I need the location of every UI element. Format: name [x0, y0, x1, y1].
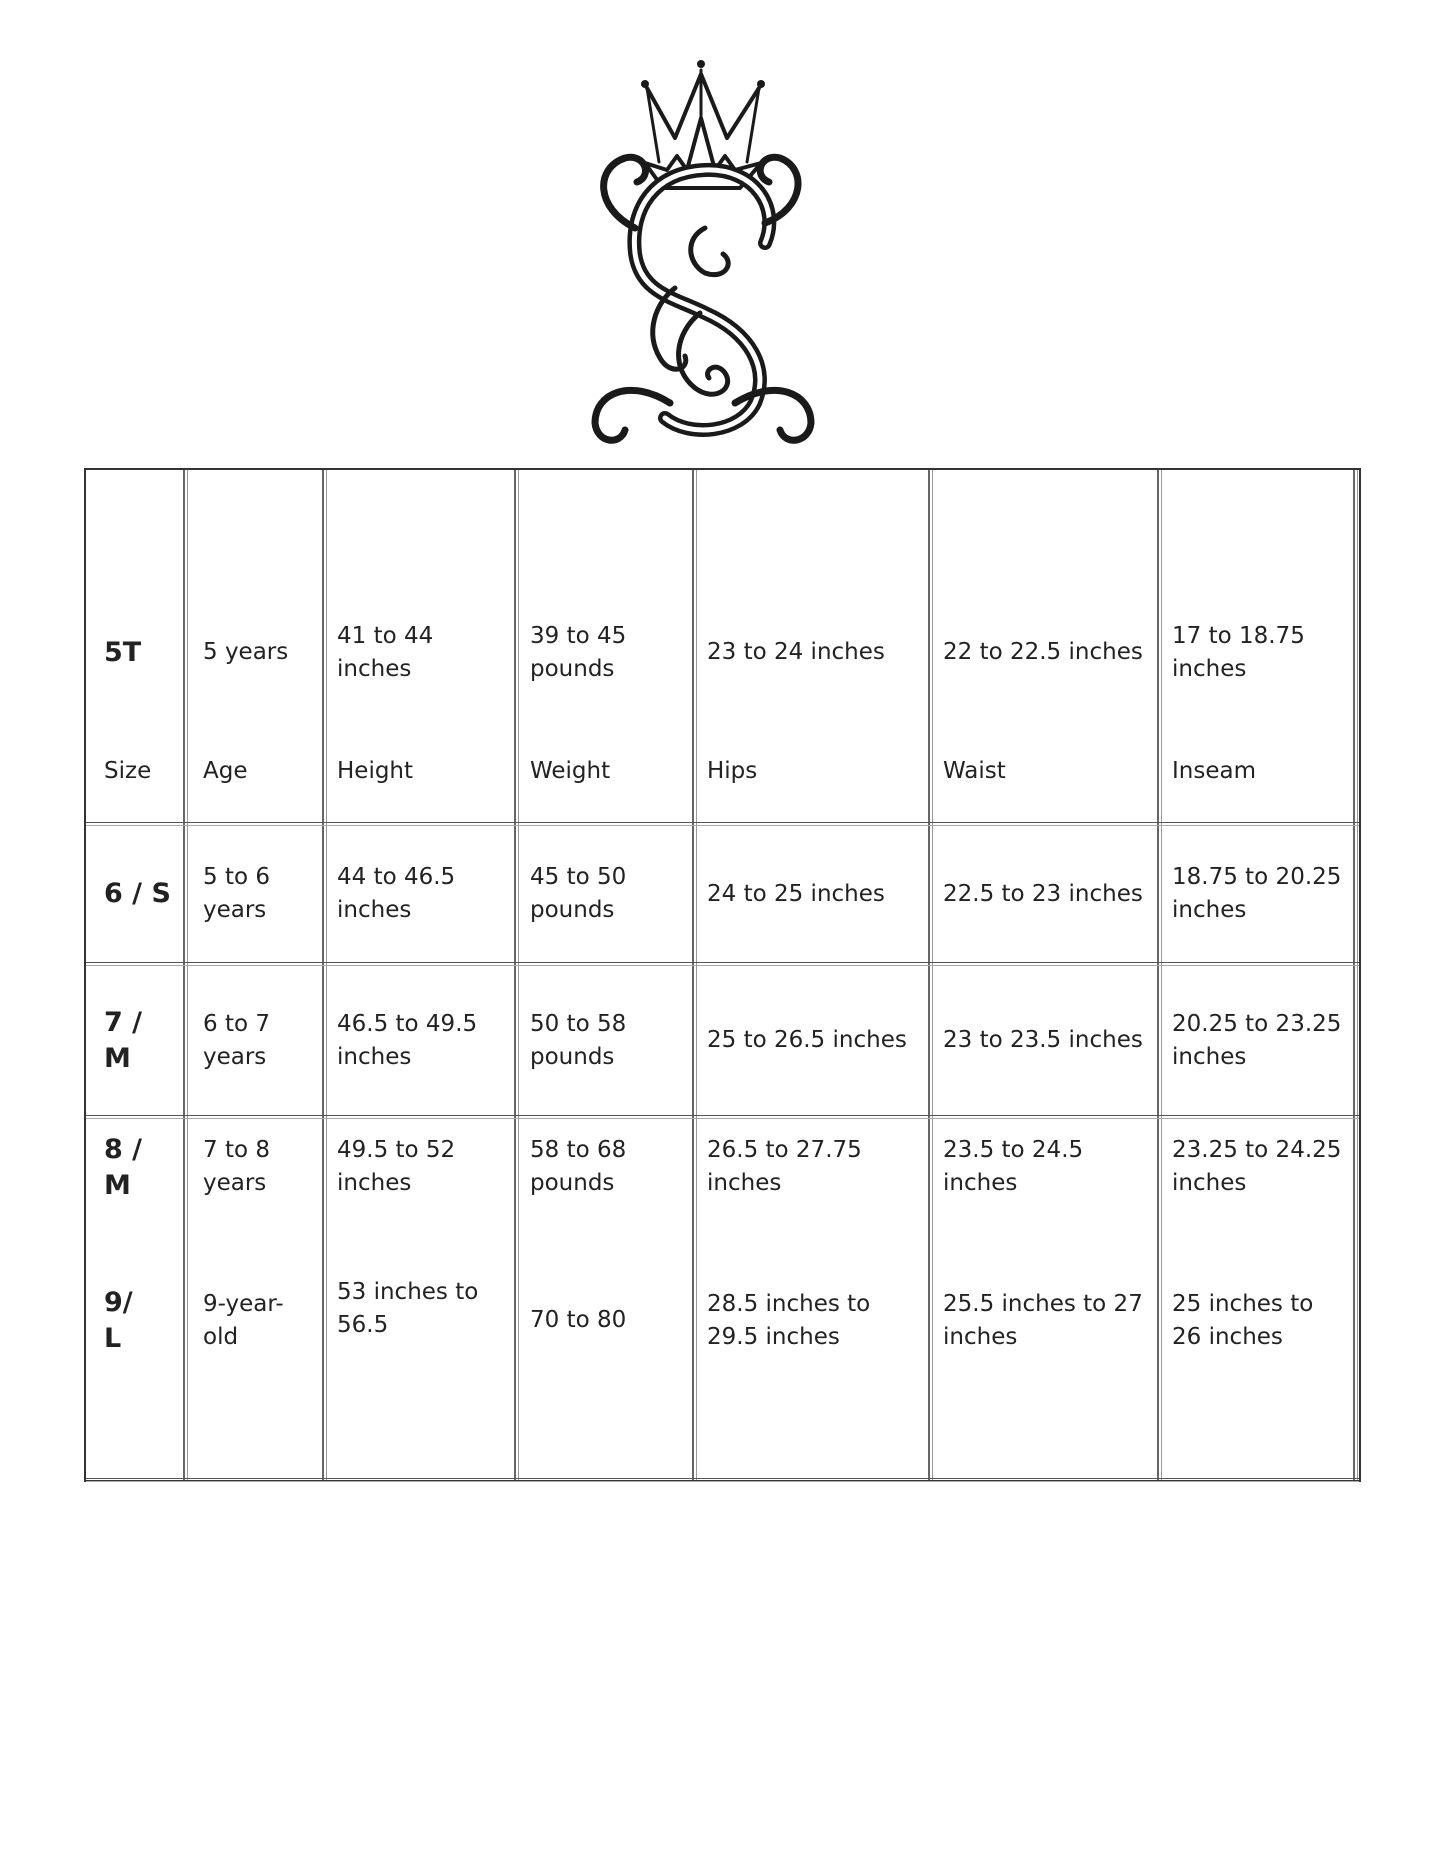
size-cell: 9/ L	[104, 1286, 133, 1354]
waist-cell: 23 to 23.5 inches	[943, 1027, 1143, 1053]
hips-header: Hips	[707, 757, 758, 784]
weight-cell: 39 to 45 pounds	[530, 622, 627, 682]
waist-cell: 22 to 22.5 inches	[943, 639, 1143, 665]
waist-header: Waist	[943, 757, 1006, 784]
age-header: Age	[203, 757, 248, 784]
inseam-cell: 17 to 18.75 inches	[1172, 622, 1305, 682]
size-cell: 7 / M	[104, 1006, 143, 1074]
inseam-cell: 18.75 to 20.25 inches	[1172, 864, 1342, 923]
weight-cell: 58 to 68 pounds	[530, 1137, 627, 1196]
table-row-divider	[86, 1115, 1359, 1116]
size-cell: 8 / M	[104, 1134, 143, 1201]
height-cell: 46.5 to 49.5 inches	[337, 1010, 478, 1070]
size-header: Size	[104, 757, 152, 784]
size-chart-table	[84, 468, 1361, 1482]
height-cell: 53 inches to 56.5	[337, 1279, 479, 1338]
inseam-header: Inseam	[1172, 757, 1256, 784]
height-header: Height	[337, 757, 414, 784]
table-column-divider	[692, 470, 694, 1480]
weight-cell: 50 to 58 pounds	[530, 1010, 627, 1070]
age-cell: 9-year-old	[203, 1290, 284, 1350]
hips-cell: 28.5 inches to 29.5 inches	[707, 1290, 871, 1350]
height-cell: 49.5 to 52 inches	[337, 1137, 456, 1196]
table-row-divider	[86, 822, 1359, 823]
weight-cell: 70 to 80	[530, 1307, 627, 1333]
hips-cell: 23 to 24 inches	[707, 639, 885, 665]
table-row-divider	[86, 962, 1359, 963]
weight-cell: 45 to 50 pounds	[530, 864, 627, 923]
age-cell: 6 to 7 years	[203, 1010, 270, 1070]
size-cell: 6 / S	[104, 878, 171, 909]
age-cell: 5 to 6 years	[203, 864, 270, 923]
table-row-divider	[86, 1478, 1359, 1479]
inseam-cell: 25 inches to 26 inches	[1172, 1290, 1314, 1350]
inseam-cell: 20.25 to 23.25 inches	[1172, 1010, 1342, 1070]
height-cell: 41 to 44 inches	[337, 622, 434, 682]
waist-cell: 25.5 inches to 27 inches	[943, 1290, 1143, 1350]
age-cell: 5 years	[203, 639, 289, 665]
inseam-cell: 23.25 to 24.25 inches	[1172, 1137, 1342, 1196]
weight-header: Weight	[530, 757, 611, 784]
waist-cell: 23.5 to 24.5 inches	[943, 1137, 1084, 1196]
hips-cell: 26.5 to 27.75 inches	[707, 1137, 862, 1196]
height-cell: 44 to 46.5 inches	[337, 864, 456, 923]
crowned-s-monogram-icon	[575, 58, 830, 458]
hips-cell: 25 to 26.5 inches	[707, 1027, 907, 1053]
hips-cell: 24 to 25 inches	[707, 880, 885, 907]
size-cell: 5T	[104, 636, 142, 668]
waist-cell: 22.5 to 23 inches	[943, 880, 1143, 907]
age-cell: 7 to 8 years	[203, 1137, 270, 1196]
